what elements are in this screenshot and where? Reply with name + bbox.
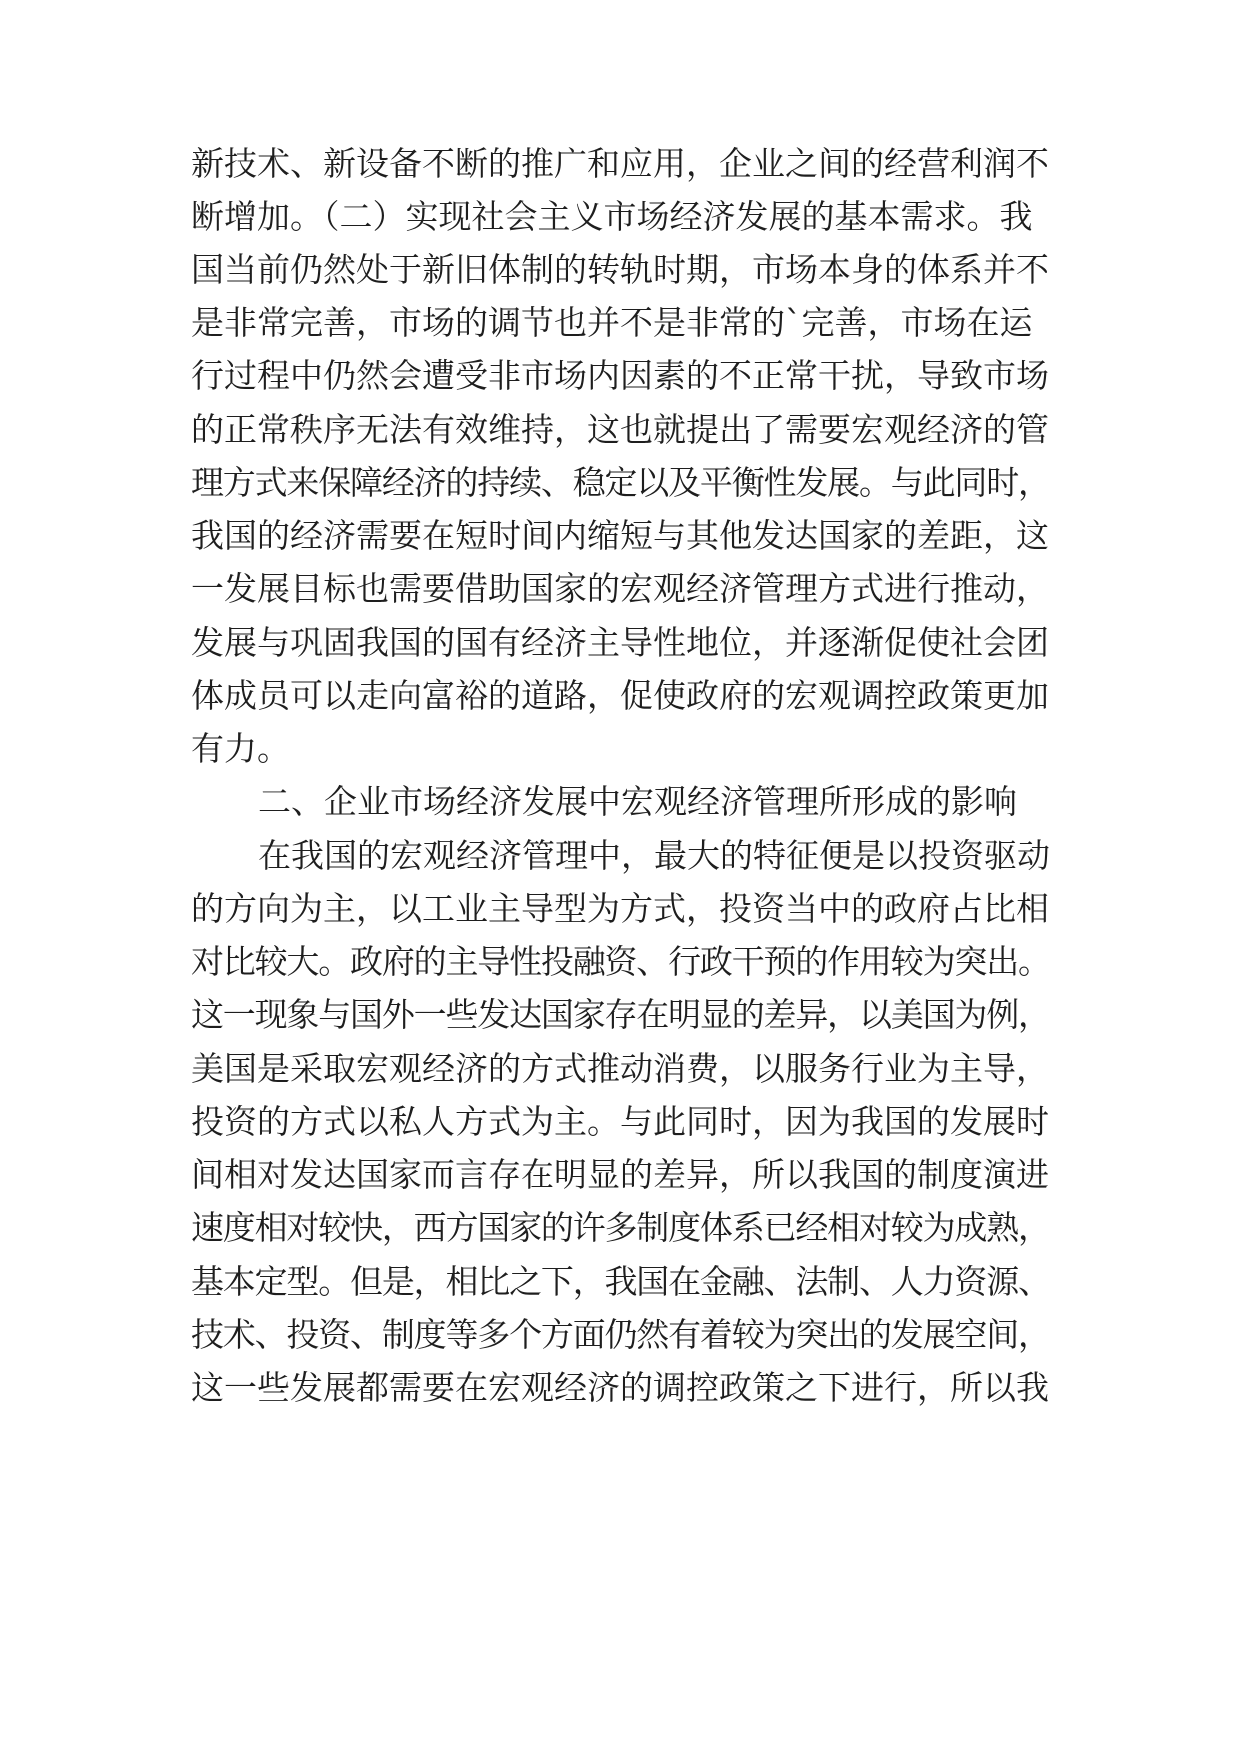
paragraph-line: 这一现象与国外一些发达国家存在明显的差异，以美国为例， <box>191 995 1050 1034</box>
paragraph-line: 速度相对较快，西方国家的许多制度体系已经相对较为成熟， <box>191 1208 1050 1247</box>
paragraph-line: 对比较大。政府的主导性投融资、行政干预的作用较为突出。 <box>191 942 1050 981</box>
paragraph-line: 我国的经济需要在短时间内缩短与其他发达国家的差距，这 <box>191 516 1049 555</box>
paragraph-line: 发展与巩固我国的国有经济主导性地位，并逐渐促使社会团 <box>191 623 1049 662</box>
paragraph-line: 这一些发展都需要在宏观经济的调控政策之下进行，所以我 <box>191 1368 1049 1407</box>
paragraph-line: 断增加。（二）实现社会主义市场经济发展的基本需求。我 <box>191 197 1033 236</box>
paragraph-line: 国当前仍然处于新旧体制的转轨时期，市场本身的体系并不 <box>191 250 1049 289</box>
paragraph-line: 是非常完善，市场的调节也并不是非常的`完善，市场在运 <box>191 303 1033 342</box>
paragraph-line: 基本定型。但是，相比之下，我国在金融、法制、人力资源、 <box>191 1262 1050 1301</box>
section-heading: 二、企业市场经济发展中宏观经济管理所形成的影响 <box>258 782 1017 821</box>
paragraph-line: 一发展目标也需要借助国家的宏观经济管理方式进行推动， <box>191 569 1049 608</box>
paragraph-line: 有力。 <box>191 729 290 768</box>
paragraph-line: 投资的方式以私人方式为主。与此同时，因为我国的发展时 <box>191 1102 1049 1141</box>
paragraph-line: 体成员可以走向富裕的道路，促使政府的宏观调控政策更加 <box>191 676 1049 715</box>
paragraph-line: 新技术、新设备不断的推广和应用，企业之间的经营利润不 <box>191 144 1049 183</box>
paragraph-line: 的方向为主，以工业主导型为方式，投资当中的政府占比相 <box>191 889 1049 928</box>
paragraph-line: 理方式来保障经济的持续、稳定以及平衡性发展。与此同时， <box>191 463 1050 502</box>
paragraph-line: 间相对发达国家而言存在明显的差异，所以我国的制度演进 <box>191 1155 1049 1194</box>
paragraph-line: 在我国的宏观经济管理中，最大的特征便是以投资驱动 <box>258 836 1050 875</box>
paragraph-line: 美国是采取宏观经济的方式推动消费，以服务行业为主导， <box>191 1049 1049 1088</box>
paragraph-line: 行过程中仍然会遭受非市场内因素的不正常干扰，导致市场 <box>191 356 1049 395</box>
paragraph-line: 技术、投资、制度等多个方面仍然有着较为突出的发展空间， <box>191 1315 1050 1354</box>
paragraph-line: 的正常秩序无法有效维持，这也就提出了需要宏观经济的管 <box>191 410 1049 449</box>
